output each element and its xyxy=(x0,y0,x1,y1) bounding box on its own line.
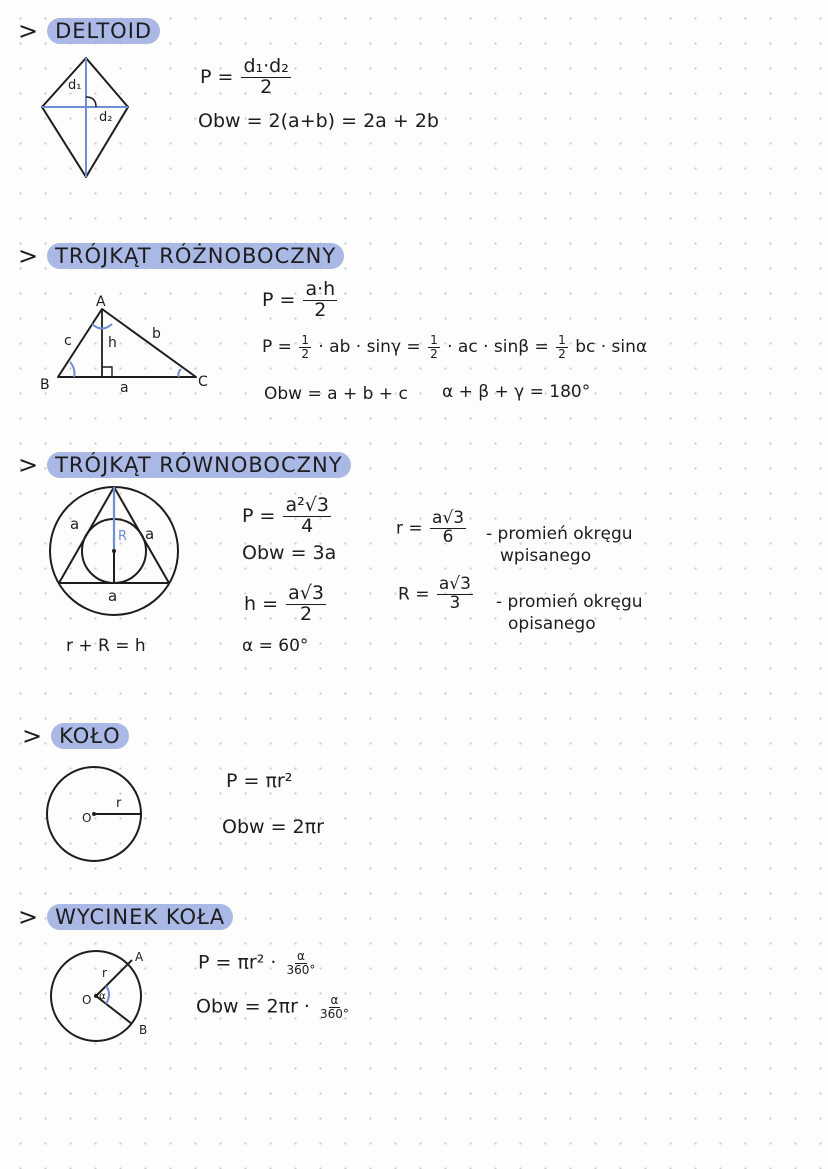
equilateral-label-a-left: a xyxy=(70,515,80,533)
sector-label-r: r xyxy=(102,966,107,980)
heading-deltoid-label: DELTOID xyxy=(47,18,160,44)
heading-circle-sector xyxy=(18,903,233,931)
deltoid-perimeter-formula: Obw = 2(a+b) = 2a + 2b xyxy=(198,110,439,132)
chevron-right-icon: > xyxy=(18,903,40,931)
scalene-area-trig-formula: P = $\frac{1}{2}$ · ab · sinγ = $\frac{1}{2}$ · ac · sinβ = $\frac{1}{2}$ bc · sinα xyxy=(262,333,648,361)
scalene-label-c: c xyxy=(64,333,72,349)
scalene-label-h: h xyxy=(108,335,117,351)
circumradius-desc-line1: - promień okręgu xyxy=(496,592,643,612)
equilateral-height-formula: h = $\frac{a√3}{2}$ xyxy=(244,582,324,625)
equilateral-label-a-right: a xyxy=(145,525,155,543)
deltoid-label-d1: d₁ xyxy=(68,78,82,93)
sector-angle-mark xyxy=(106,986,109,1004)
scalene-label-C: C xyxy=(198,374,208,390)
circle-figure xyxy=(44,764,154,874)
heading-circle-label: KOŁO xyxy=(51,723,128,749)
equilateral-relation: r + R = h xyxy=(66,636,146,656)
heading-scalene-triangle-label: TRÓJKĄT RÓŻNOBOCZNY xyxy=(47,243,344,269)
heading-circle xyxy=(22,722,129,750)
sector-label-A: A xyxy=(135,950,144,964)
equilateral-angle: α = 60° xyxy=(242,636,309,656)
scalene-label-A: A xyxy=(96,294,106,310)
heading-deltoid xyxy=(18,17,160,45)
equilateral-label-R: R xyxy=(118,529,128,544)
chevron-right-icon: > xyxy=(18,451,40,479)
sector-label-O: O xyxy=(82,993,92,1007)
circle-label-O: O xyxy=(82,811,92,825)
circle-area-formula: P = πr² xyxy=(226,770,293,792)
sector-area-formula: P = πr² · $\frac{\alpha}{360^\circ}$ xyxy=(198,949,316,977)
deltoid-right-angle-mark xyxy=(86,97,96,107)
heading-equilateral-triangle-label: TRÓJKĄT RÓWNOBOCZNY xyxy=(47,452,350,478)
chevron-right-icon: > xyxy=(18,17,40,45)
heading-scalene-triangle xyxy=(18,242,344,270)
equilateral-triangle-figure xyxy=(48,485,188,625)
deltoid-area-formula: P = $\frac{\text{d₁·d₂}}{2}$ xyxy=(200,55,289,98)
scalene-triangle-figure xyxy=(36,295,216,405)
heading-equilateral-triangle xyxy=(18,451,351,479)
scalene-label-b: b xyxy=(152,326,161,342)
inradius-desc-line2: wpisanego xyxy=(500,546,592,566)
circle-label-r: r xyxy=(116,796,122,811)
inradius-desc-line1: - promień okręgu xyxy=(486,524,633,544)
inradius-formula: r = $\frac{a√3}{6}$ xyxy=(396,508,465,547)
scalene-right-angle-mark xyxy=(102,367,112,377)
sector-figure xyxy=(44,946,174,1046)
heading-circle-sector-label: WYCINEK KOŁA xyxy=(47,904,233,930)
equilateral-area-formula: P = $\frac{\text{a²√3}}{4}$ xyxy=(242,494,329,537)
circle-perimeter-formula: Obw = 2πr xyxy=(222,816,324,838)
scalene-label-B: B xyxy=(40,377,50,393)
deltoid-figure xyxy=(38,55,138,185)
chevron-right-icon: > xyxy=(18,242,40,270)
circumradius-desc-line2: opisanego xyxy=(508,614,596,634)
scalene-angle-gamma-mark xyxy=(178,369,181,377)
center-point xyxy=(112,549,116,553)
scalene-perimeter-formula: Obw = a + b + c xyxy=(264,384,408,404)
scalene-angle-beta-mark xyxy=(70,362,75,377)
scalene-angle-sum-formula: α + β + γ = 180° xyxy=(442,382,591,402)
sector-label-alpha: α xyxy=(99,991,106,1002)
sector-perimeter-formula: Obw = 2πr · $\frac{\alpha}{360^\circ}$ xyxy=(196,993,349,1021)
equilateral-label-a-bottom: a xyxy=(108,587,118,605)
sector-label-B: B xyxy=(139,1023,148,1037)
circumradius-formula: R = $\frac{a√3}{3}$ xyxy=(398,574,471,613)
scalene-label-a: a xyxy=(120,380,129,396)
deltoid-label-d2: d₂ xyxy=(99,110,113,125)
scalene-area-formula: P = $\frac{a\cdot h}{2}$ xyxy=(262,278,336,321)
scalene-triangle-shape xyxy=(58,309,196,377)
chevron-right-icon: > xyxy=(22,722,44,750)
equilateral-perimeter-formula: Obw = 3a xyxy=(242,542,337,564)
